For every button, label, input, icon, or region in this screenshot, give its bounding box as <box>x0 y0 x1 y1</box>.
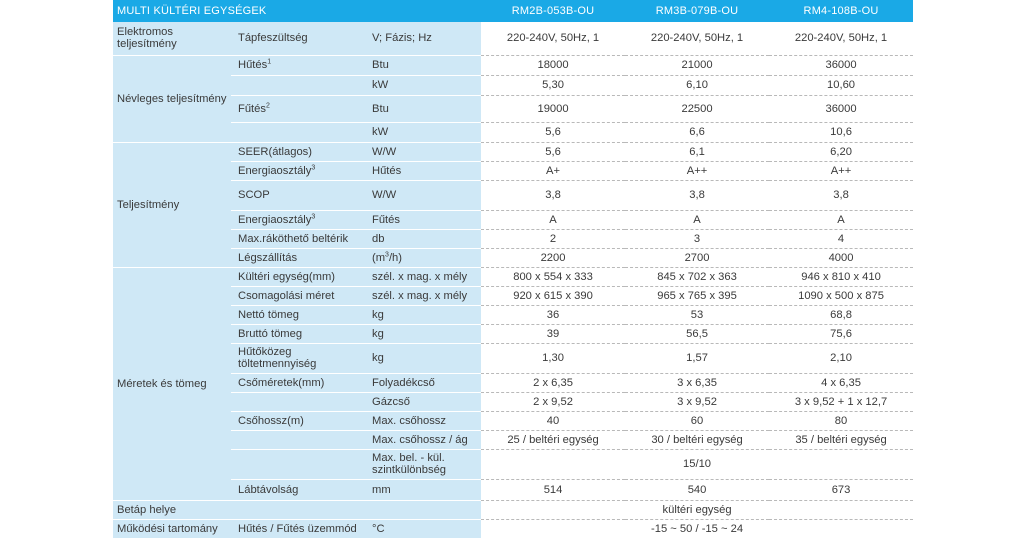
table-row <box>113 248 913 267</box>
value-cell: 22500 <box>625 95 769 122</box>
unit-label: kg <box>367 305 481 324</box>
value-cell: A+ <box>481 161 625 180</box>
value-cell: 21000 <box>625 55 769 75</box>
param-label: Csomagolási méret <box>231 286 367 305</box>
param-label <box>231 392 367 411</box>
value-cell: 4 <box>769 229 913 248</box>
table-row <box>113 324 913 343</box>
param-label <box>231 430 367 449</box>
table-row <box>113 479 913 500</box>
value-cell: 673 <box>769 479 913 500</box>
table-row <box>113 55 913 75</box>
merged-value-cell: kültéri egység <box>481 500 913 519</box>
value-cell: 2 x 9,52 <box>481 392 625 411</box>
unit-label <box>367 500 481 519</box>
table-title: MULTI KÜLTÉRI EGYSÉGEK <box>113 0 481 22</box>
param-label: Hűtés$^1$ <box>231 55 367 75</box>
value-cell: 3,8 <box>769 180 913 210</box>
value-cell: 36000 <box>769 95 913 122</box>
value-cell: 514 <box>481 479 625 500</box>
table-row <box>113 373 913 392</box>
table-row <box>113 95 913 122</box>
value-cell: A++ <box>769 161 913 180</box>
value-cell: 6,20 <box>769 142 913 161</box>
value-cell: 5,6 <box>481 142 625 161</box>
table-row <box>113 411 913 430</box>
value-cell: 1,57 <box>625 343 769 373</box>
param-label: Lábtávolság <box>231 479 367 500</box>
value-cell: 25 / beltéri egység <box>481 430 625 449</box>
table-row <box>113 267 913 286</box>
value-cell: 3 <box>625 229 769 248</box>
header-row <box>113 0 913 22</box>
value-cell: 2200 <box>481 248 625 267</box>
value-cell: 19000 <box>481 95 625 122</box>
param-label: Energiaosztály$^3$ <box>231 210 367 229</box>
value-cell: 10,6 <box>769 122 913 142</box>
table-row <box>113 343 913 373</box>
value-cell: A++ <box>625 161 769 180</box>
unit-label: Btu <box>367 95 481 122</box>
table-row <box>113 161 913 180</box>
param-label: Fűtés$^2$ <box>231 95 367 122</box>
value-cell: 4 x 6,35 <box>769 373 913 392</box>
value-cell: 220-240V, 50Hz, 1 <box>481 22 625 55</box>
value-cell: 920 x 615 x 390 <box>481 286 625 305</box>
param-label: Energiaosztály$^3$ <box>231 161 367 180</box>
group-label: Névleges teljesítmény <box>113 55 231 142</box>
model-header: RM2B-053B-OU <box>481 0 625 22</box>
group-label: Betáp helye <box>113 500 231 519</box>
param-label: Hűtés / Fűtés üzemmód <box>231 519 367 538</box>
unit-label: kg <box>367 343 481 373</box>
param-label <box>231 449 367 479</box>
value-cell: 5,30 <box>481 75 625 95</box>
table-row <box>113 449 913 479</box>
unit-label: szél. x mag. x mély <box>367 286 481 305</box>
value-cell: 6,1 <box>625 142 769 161</box>
unit-label: Folyadékcső <box>367 373 481 392</box>
unit-label: W/W <box>367 142 481 161</box>
table-row <box>113 430 913 449</box>
value-cell: 220-240V, 50Hz, 1 <box>625 22 769 55</box>
value-cell: 18000 <box>481 55 625 75</box>
param-label: Csőhossz(m) <box>231 411 367 430</box>
value-cell: 10,60 <box>769 75 913 95</box>
unit-label: $(m^3/h)$ <box>367 248 481 267</box>
value-cell: 800 x 554 x 333 <box>481 267 625 286</box>
unit-label: Fűtés <box>367 210 481 229</box>
unit-label: kW <box>367 75 481 95</box>
table-row <box>113 286 913 305</box>
unit-label: W/W <box>367 180 481 210</box>
param-label: Hűtőközeg töltetmennyiség <box>231 343 367 373</box>
table-row <box>113 142 913 161</box>
value-cell: 6,10 <box>625 75 769 95</box>
value-cell: 53 <box>625 305 769 324</box>
merged-value-cell: 15/10 <box>481 449 913 479</box>
spec-table <box>113 0 913 538</box>
value-cell: 56,5 <box>625 324 769 343</box>
unit-label: szél. x mag. x mély <box>367 267 481 286</box>
table-row <box>113 305 913 324</box>
value-cell: 1090 x 500 x 875 <box>769 286 913 305</box>
value-cell: 75,6 <box>769 324 913 343</box>
param-label: Kültéri egység(mm) <box>231 267 367 286</box>
value-cell: 6,6 <box>625 122 769 142</box>
value-cell: 4000 <box>769 248 913 267</box>
value-cell: 36 <box>481 305 625 324</box>
value-cell: 965 x 765 x 395 <box>625 286 769 305</box>
unit-label: °C <box>367 519 481 538</box>
unit-label: Gázcső <box>367 392 481 411</box>
value-cell: 220-240V, 50Hz, 1 <box>769 22 913 55</box>
value-cell: 2700 <box>625 248 769 267</box>
value-cell: 60 <box>625 411 769 430</box>
param-label <box>231 500 367 519</box>
group-label: Méretek és tömeg <box>113 267 231 500</box>
group-label: Teljesítmény <box>113 142 231 267</box>
unit-label: Hűtés <box>367 161 481 180</box>
unit-label: kg <box>367 324 481 343</box>
param-label: Nettó tömeg <box>231 305 367 324</box>
value-cell: 39 <box>481 324 625 343</box>
group-label: Működési tartomány <box>113 519 231 538</box>
value-cell: 80 <box>769 411 913 430</box>
table-row <box>113 210 913 229</box>
unit-label: kW <box>367 122 481 142</box>
table-row <box>113 519 913 538</box>
param-label <box>231 75 367 95</box>
group-label: Elektromos teljesítmény <box>113 22 231 55</box>
table-row <box>113 22 913 55</box>
value-cell: A <box>481 210 625 229</box>
value-cell: 540 <box>625 479 769 500</box>
model-header: RM4-108B-OU <box>769 0 913 22</box>
value-cell: 3,8 <box>481 180 625 210</box>
value-cell: 68,8 <box>769 305 913 324</box>
table-row <box>113 122 913 142</box>
value-cell: A <box>769 210 913 229</box>
value-cell: 40 <box>481 411 625 430</box>
param-label: SEER(átlagos) <box>231 142 367 161</box>
value-cell: 3 x 9,52 <box>625 392 769 411</box>
value-cell: 3 x 6,35 <box>625 373 769 392</box>
unit-label: db <box>367 229 481 248</box>
spec-sheet <box>113 0 913 535</box>
value-cell: 2 <box>481 229 625 248</box>
value-cell: 35 / beltéri egység <box>769 430 913 449</box>
table-row <box>113 392 913 411</box>
unit-label: Max. bel. - kül. szintkülönbség <box>367 449 481 479</box>
unit-label: Btu <box>367 55 481 75</box>
table-row <box>113 180 913 210</box>
param-label: Max.ráköthető beltérik <box>231 229 367 248</box>
model-header: RM3B-079B-OU <box>625 0 769 22</box>
value-cell: 30 / beltéri egység <box>625 430 769 449</box>
param-label: Tápfeszültség <box>231 22 367 55</box>
value-cell: 5,6 <box>481 122 625 142</box>
table-row <box>113 229 913 248</box>
value-cell: 2,10 <box>769 343 913 373</box>
unit-label: V; Fázis; Hz <box>367 22 481 55</box>
param-label <box>231 122 367 142</box>
param-label: Légszállítás <box>231 248 367 267</box>
value-cell: 845 x 702 x 363 <box>625 267 769 286</box>
value-cell: 3,8 <box>625 180 769 210</box>
value-cell: 2 x 6,35 <box>481 373 625 392</box>
table-row <box>113 500 913 519</box>
table-row <box>113 75 913 95</box>
value-cell: A <box>625 210 769 229</box>
unit-label: Max. csőhossz <box>367 411 481 430</box>
unit-label: Max. csőhossz / ág <box>367 430 481 449</box>
value-cell: 3 x 9,52 + 1 x 12,7 <box>769 392 913 411</box>
param-label: Bruttó tömeg <box>231 324 367 343</box>
value-cell: 1,30 <box>481 343 625 373</box>
unit-label: mm <box>367 479 481 500</box>
param-label: SCOP <box>231 180 367 210</box>
merged-value-cell: -15 ~ 50 / -15 ~ 24 <box>481 519 913 538</box>
value-cell: 946 x 810 x 410 <box>769 267 913 286</box>
param-label: Csőméretek(mm) <box>231 373 367 392</box>
value-cell: 36000 <box>769 55 913 75</box>
